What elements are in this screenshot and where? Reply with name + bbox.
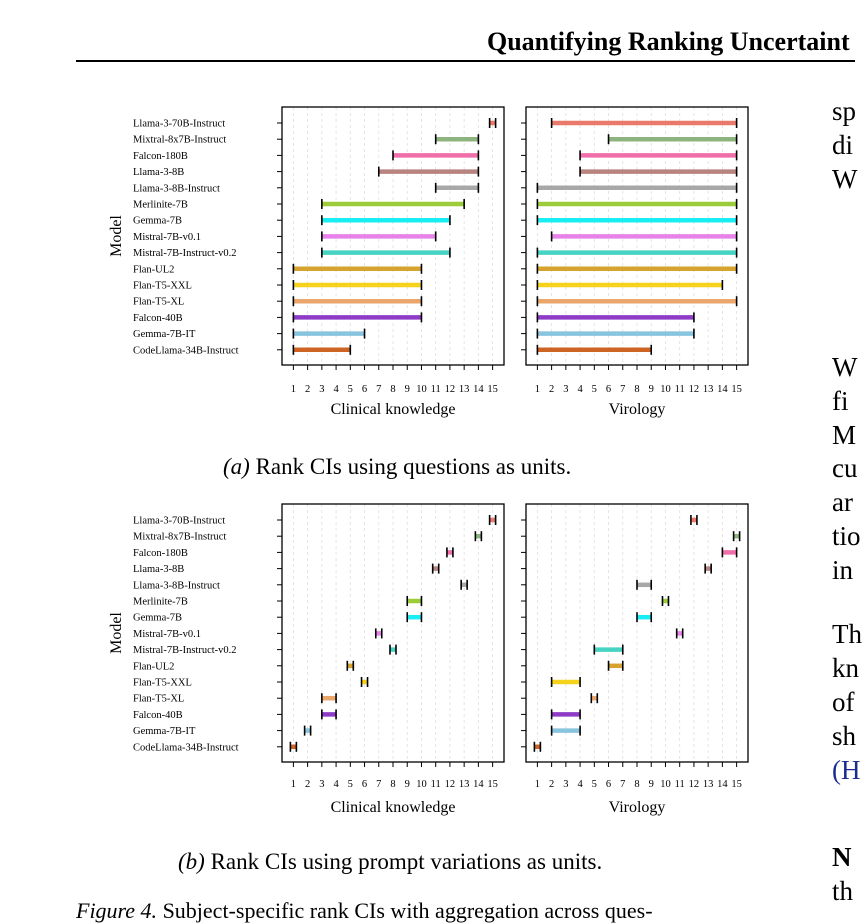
side-text-line: fi xyxy=(832,386,849,416)
running-header-title: Quantifying Ranking Uncertaint xyxy=(487,27,850,56)
x-tick-label: 14 xyxy=(473,779,484,790)
side-text-line: tio xyxy=(832,521,861,551)
x-tick-label: 10 xyxy=(416,779,427,790)
x-tick-label: 15 xyxy=(487,779,498,790)
x-tick-label: 10 xyxy=(416,384,427,395)
model-label: Gemma-7B-IT xyxy=(133,726,196,738)
model-label: Falcon-40B xyxy=(133,312,183,324)
x-tick-label: 1 xyxy=(290,779,297,790)
x-tick-label: 4 xyxy=(577,779,583,790)
x-tick-label: 8 xyxy=(390,779,396,790)
x-tick-label: 14 xyxy=(717,779,728,790)
model-label: Mixtral-8x7B-Instruct xyxy=(133,531,227,543)
model-label: Llama-3-8B-Instruct xyxy=(133,580,220,592)
x-tick-label: 12 xyxy=(444,384,456,395)
x-axis-label: Clinical knowledge xyxy=(330,401,456,418)
x-tick-label: 7 xyxy=(376,779,382,790)
model-label: Mixtral-8x7B-Instruct xyxy=(133,134,227,146)
model-label: Flan-UL2 xyxy=(133,661,175,673)
model-label: Mistral-7B-v0.1 xyxy=(133,628,201,640)
side-text-line: Th xyxy=(832,619,862,649)
x-tick-label: 2 xyxy=(304,779,311,790)
model-label: Flan-T5-XXL xyxy=(133,280,192,292)
x-tick-label: 8 xyxy=(634,384,640,395)
x-tick-label: 15 xyxy=(731,384,742,395)
model-label: Mistral-7B-Instruct-v0.2 xyxy=(133,645,237,657)
x-tick-label: 12 xyxy=(688,384,700,395)
x-tick-label: 5 xyxy=(591,384,597,395)
x-tick-label: 10 xyxy=(660,384,671,395)
x-tick-label: 12 xyxy=(688,779,700,790)
x-tick-label: 1 xyxy=(534,384,541,395)
x-tick-label: 9 xyxy=(404,779,410,790)
subplot-clinical-knowledge xyxy=(277,504,504,816)
x-tick-label: 3 xyxy=(563,779,569,790)
y-axis-label: Model xyxy=(108,215,125,257)
x-tick-label: 13 xyxy=(702,384,714,395)
subcaption-a xyxy=(223,454,571,480)
x-tick-label: 1 xyxy=(290,384,297,395)
model-label: Flan-UL2 xyxy=(133,264,175,276)
model-label: Flan-T5-XL xyxy=(133,296,185,308)
x-tick-label: 6 xyxy=(361,384,368,395)
side-text-line: sh xyxy=(832,721,857,751)
side-text-line: th xyxy=(832,876,854,906)
x-tick-label: 5 xyxy=(347,384,353,395)
x-tick-label: 6 xyxy=(605,779,612,790)
chart-panel-b xyxy=(108,504,748,816)
x-tick-label: 9 xyxy=(648,779,654,790)
model-label: Llama-3-70B-Instruct xyxy=(133,515,226,527)
x-tick-label: 13 xyxy=(702,779,714,790)
x-tick-label: 9 xyxy=(648,384,654,395)
x-tick-label: 2 xyxy=(548,384,555,395)
x-axis-label: Clinical knowledge xyxy=(330,799,456,816)
side-text-line: in xyxy=(832,555,854,585)
model-label: Falcon-180B xyxy=(133,547,188,559)
subcaption-a-label: (a) xyxy=(223,454,250,479)
subplot-virology xyxy=(521,504,748,816)
model-label: Llama-3-70B-Instruct xyxy=(133,118,226,130)
model-label: Mistral-7B-Instruct-v0.2 xyxy=(133,248,237,260)
y-axis-label: Model xyxy=(108,612,125,654)
x-tick-label: 14 xyxy=(473,384,484,395)
x-tick-label: 4 xyxy=(333,384,339,395)
x-tick-label: 11 xyxy=(430,384,441,395)
x-tick-label: 1 xyxy=(534,779,541,790)
figure-caption-label: Figure 4. xyxy=(76,898,158,923)
x-tick-label: 6 xyxy=(605,384,612,395)
subcaption-a-text: Rank CIs using questions as units. xyxy=(255,454,572,479)
x-tick-label: 4 xyxy=(333,779,339,790)
x-tick-label: 5 xyxy=(347,779,353,790)
model-label: CodeLlama-34B-Instruct xyxy=(133,345,239,357)
figure-caption xyxy=(76,898,653,924)
model-label: Gemma-7B xyxy=(133,612,182,624)
side-text-line: W xyxy=(832,164,858,194)
side-text-line: (H xyxy=(832,755,861,785)
model-label: Flan-T5-XXL xyxy=(133,677,192,689)
x-tick-label: 7 xyxy=(620,384,626,395)
x-tick-label: 5 xyxy=(591,779,597,790)
x-tick-label: 13 xyxy=(458,384,470,395)
x-tick-label: 3 xyxy=(319,384,325,395)
model-label: Llama-3-8B-Instruct xyxy=(133,183,220,195)
side-text-line: di xyxy=(832,130,854,160)
model-label: Mistral-7B-v0.1 xyxy=(133,231,201,243)
x-tick-label: 4 xyxy=(577,384,583,395)
model-label: Merlinite-7B xyxy=(133,596,188,608)
side-text-line: M xyxy=(832,420,857,450)
subcaption-b-text: Rank CIs using prompt variations as units. xyxy=(210,849,603,874)
model-label: Flan-T5-XL xyxy=(133,693,185,705)
figure-caption-text: Subject-specific rank CIs with aggregation across ques- xyxy=(162,898,653,923)
model-label: Llama-3-8B xyxy=(133,167,185,179)
subplot-virology xyxy=(521,107,748,418)
x-tick-label: 6 xyxy=(361,779,368,790)
x-tick-label: 11 xyxy=(674,779,685,790)
x-tick-label: 15 xyxy=(731,779,742,790)
x-tick-label: 2 xyxy=(304,384,311,395)
x-tick-label: 3 xyxy=(319,779,325,790)
side-text-line: ar xyxy=(832,487,853,517)
x-tick-label: 2 xyxy=(548,779,555,790)
subcaption-b xyxy=(178,849,602,875)
x-tick-label: 8 xyxy=(390,384,396,395)
side-text-line: kn xyxy=(832,653,859,683)
side-text-line: cu xyxy=(832,453,858,483)
model-label: Llama-3-8B xyxy=(133,564,185,576)
x-tick-label: 8 xyxy=(634,779,640,790)
model-label: Falcon-40B xyxy=(133,709,183,721)
model-label: CodeLlama-34B-Instruct xyxy=(133,742,239,754)
x-tick-label: 14 xyxy=(717,384,728,395)
x-tick-label: 7 xyxy=(620,779,626,790)
x-axis-label: Virology xyxy=(608,401,666,418)
x-tick-label: 10 xyxy=(660,779,671,790)
side-text-line: sp xyxy=(832,96,857,126)
model-label: Falcon-180B xyxy=(133,150,188,162)
x-tick-label: 12 xyxy=(444,779,456,790)
subplot-clinical-knowledge xyxy=(277,107,504,418)
x-tick-label: 3 xyxy=(563,384,569,395)
x-tick-label: 7 xyxy=(376,384,382,395)
subcaption-b-label: (b) xyxy=(178,849,205,874)
x-axis-label: Virology xyxy=(608,799,666,816)
chart-panel-a xyxy=(108,107,748,418)
x-tick-label: 11 xyxy=(674,384,685,395)
side-text-line: W xyxy=(832,352,858,382)
x-tick-label: 15 xyxy=(487,384,498,395)
side-text-line: N xyxy=(832,842,852,872)
model-label: Gemma-7B-IT xyxy=(133,329,196,341)
x-tick-label: 13 xyxy=(458,779,470,790)
x-tick-label: 9 xyxy=(404,384,410,395)
x-tick-label: 11 xyxy=(430,779,441,790)
model-label: Gemma-7B xyxy=(133,215,182,227)
model-label: Merlinite-7B xyxy=(133,199,188,211)
side-text-line: of xyxy=(832,687,855,717)
